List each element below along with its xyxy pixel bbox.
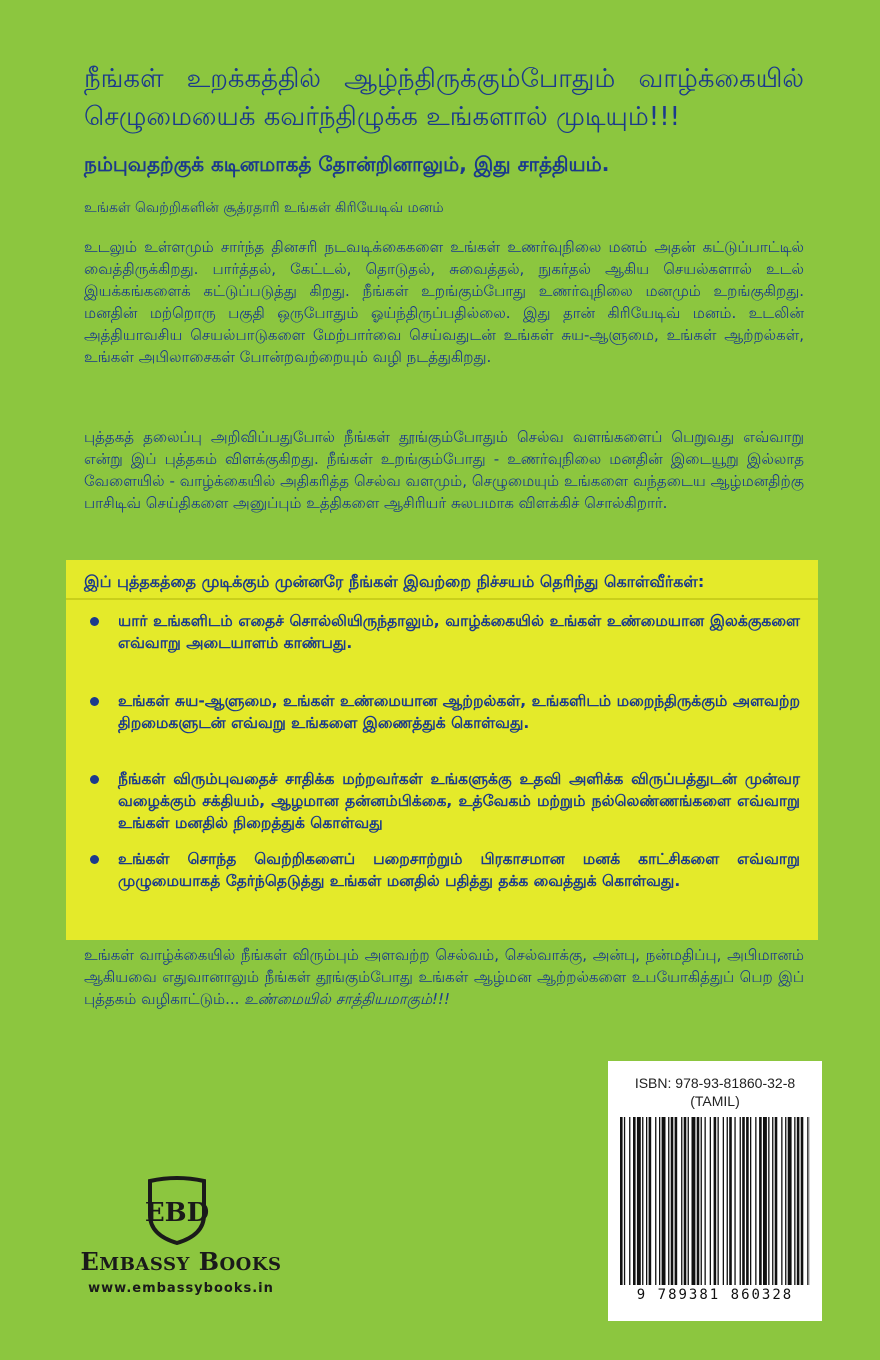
subheading: நம்புவதற்குக் கடினமாகத் தோன்றினாலும், இது சாத்தியம். [84,152,610,176]
bullet-text: உங்கள் சொந்த வெற்றிகளைப் பறைசாற்றும் பிரகாசமான மனக் காட்சிகளை எவ்வாறு முழுமையாகத் தேர்ந்தெடுத்து உங்கள் மனதில் பதித்து தக்க வைத்துக் கொள்வது. [118,850,800,890]
highlight-divider [66,598,818,600]
bullet-item [84,768,800,834]
publisher-name [66,1247,296,1276]
publisher-logo-icon [144,1175,210,1245]
barcode-box [608,1061,822,1321]
barcode-icon [620,1117,810,1285]
headline: நீங்கள் உறக்கத்தில் ஆழ்ந்திருக்கும்போதும் வாழ்க்கையில் செழுமையைக் கவர்ந்திழுக்க உங்களால் முடியும்!!! [84,64,804,132]
bullet-dot-icon [90,855,99,864]
barcode-digits: 9 789381 860328 [636,1287,794,1303]
paragraph-1: உடலும் உள்ளமும் சார்ந்த தினசரி நடவடிக்கைகளை உங்கள் உணர்வுநிலை மனம் அதன் கட்டுப்பாட்டில் வைத்திருக்கிறது. பார்த்தல், கேட்டல், தொடுதல், சுவைத்தல், நுகர்தல் ஆகிய செயல்களால் உடல் இயக்கங்களைக் கட்டுப்படுத்து கிறது. நீங்கள் உறங்கும்போது உணர்வுநிலை மனமும் உறங்குகிறது. மனதின் மற்றொரு பகுதி ஒருபோதும் ஓய்ந்திருப்பதில்லை. இது தான் கிரியேடிவ் மனம். உடலின் அத்தியாவசிய செயல்பாடுகளை மேற்பார்வை செய்வதுடன் உங்கள் சுய-ஆளுமை, உங்கள் ஆற்றல்கள், உங்கள் அபிலாசைகள் போன்றவற்றையும் வழி நடத்துகிறது. [84,238,804,366]
highlight-box [66,560,818,940]
publisher-name-rest-2: OOKS [219,1254,282,1275]
isbn-language: (TAMIL) [690,1093,740,1109]
bullet-item [84,610,800,654]
bullet-item [84,848,800,892]
publisher-name-rest-1: MBASSY [99,1254,190,1275]
publisher-logo-text: EBD [144,1198,210,1228]
publisher-block [66,1175,296,1315]
tagline: உங்கள் வெற்றிகளின் சூத்ரதாரி உங்கள் கிரியேடிவ் மனம் [84,200,444,216]
bullet-item [84,690,800,734]
paragraph-3-main: உங்கள் வாழ்க்கையில் நீங்கள் விரும்பும் அளவற்ற செல்வம், செல்வாக்கு, அன்பு, நன்மதிப்பு, அபிமானம் ஆகியவை எதுவானாலும் நீங்கள் தூங்கும்போது உங்கள் ஆழ்மன ஆற்றல்களை உபயோகித்துப் பெற இப் புத்தகம் வழிகாட்டும்... [84,946,804,1008]
publisher-name-initial-1: E [80,1247,100,1276]
highlight-heading: இப் புத்தகத்தை முடிக்கும் முன்னரே நீங்கள் இவற்றை நிச்சயம் தெரிந்து கொள்வீர்கள்: [84,572,705,591]
paragraph-3-italic: உண்மையில் சாத்தியமாகும்!!! [244,990,451,1008]
bullet-text: யார் உங்களிடம் எதைச் சொல்லியிருந்தாலும், வாழ்க்கையில் உங்கள் உண்மையான இலக்குகளை எவ்வாறு அடையாளம் காண்பது. [118,612,800,652]
paragraph-3 [84,944,804,1010]
publisher-url: www.embassybooks.in [88,1281,274,1296]
bullet-dot-icon [90,697,99,706]
bullet-text: உங்கள் சுய-ஆளுமை, உங்கள் உண்மையான ஆற்றல்கள், உங்களிடம் மறைந்திருக்கும் அளவற்ற திறமைகளுடன் எவ்வறு உங்களை இணைத்துக் கொள்வது. [118,692,800,732]
bullet-dot-icon [90,775,99,784]
isbn-text: ISBN: 978-93-81860-32-8 [634,1075,796,1091]
bullet-text: நீங்கள் விரும்புவதைச் சாதிக்க மற்றவர்கள் உங்களுக்கு உதவி அளிக்க விருப்பத்துடன் முன்வர வழைக்கும் சக்தியம், ஆழமான தன்னம்பிக்கை, உத்வேகம் மற்றும் நல்லெண்ணங்களை எவ்வாறு உங்கள் மனதில் நிறைத்துக் கொள்வது [118,770,800,832]
paragraph-2: புத்தகத் தலைப்பு அறிவிப்பதுபோல் நீங்கள் தூங்கும்போதும் செல்வ வளங்களைப் பெறுவது எவ்வாறு என்று இப் புத்தகம் விளக்குகிறது. நீங்கள் உறங்கும்போது - உணர்வுநிலை மனதின் இடையூறு இல்லாத வேளையில் - வாழ்க்கையில் அதிகரித்த செல்வ வளமும், செழுமையும் உங்களை வந்தடைய ஆழ்மனதிற்கு பாசிடிவ் செய்திகளை அனுப்பும் உத்திகளை ஆசிரியர் சுலபமாக விளக்கிச் சொல்கிறார். [84,428,804,512]
publisher-name-initial-2: B [198,1247,220,1276]
bullet-dot-icon [90,617,99,626]
